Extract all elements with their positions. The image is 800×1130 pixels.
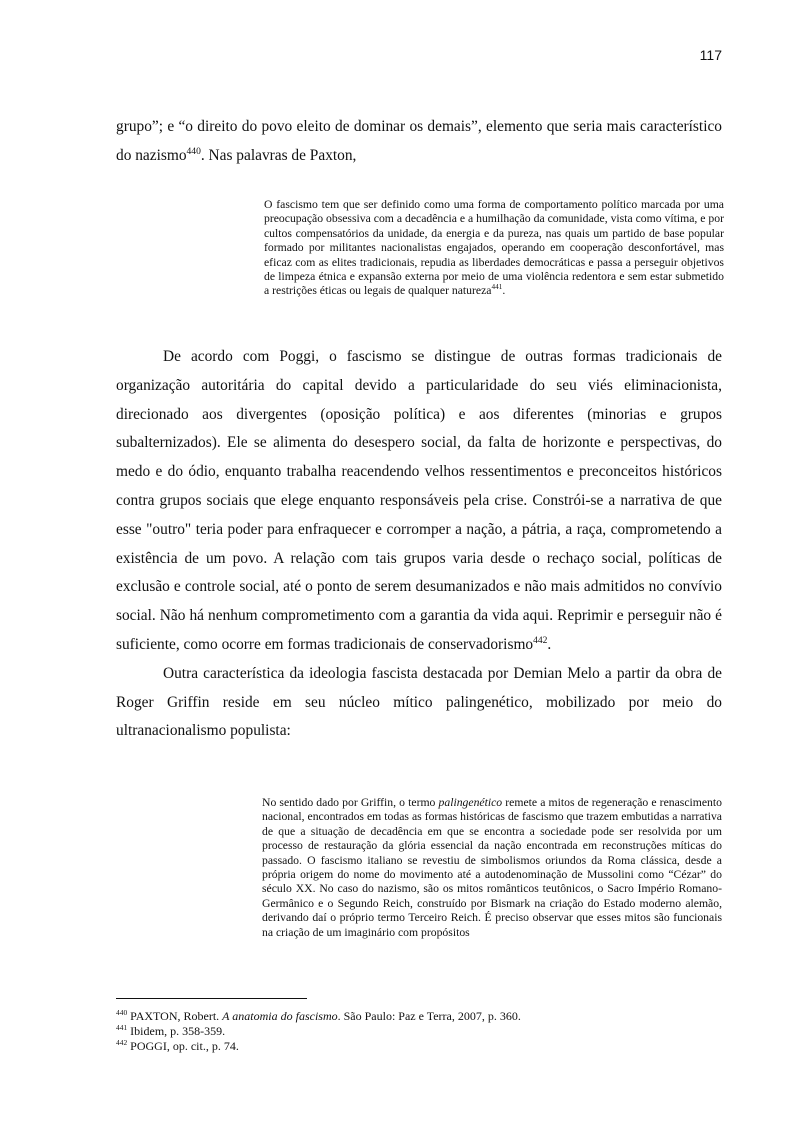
paragraph-1 [116, 113, 722, 171]
footnote-ref-442[interactable]: 442 [533, 634, 548, 646]
paragraph-2-text: De acordo com Poggi, o fascismo se distingue de outras formas tradicionais de organização autoritária do capital devido a particularidade do seu viés eliminacionista, direcionado aos divergentes (oposição política) e aos diferentes (minorias e grupos subalternizados). Ele se alimenta do desespero social, da falta de horizonte e perspectivas, do medo e do ódio, enquanto trabalha reacendendo velhos ressentimentos e preconceitos históricos contra grupos sociais que elege enquanto responsáveis pela crise. Constrói-se a narrativa de que esse "outro" teria poder para enfraquecer e corromper a nação, a pátria, a raça, comprometendo a existência de um povo. A relação com tais grupos varia desde o rechaço social, políticas de exclusão e controle social, até o ponto de serem desumanizados e não mais admitidos no convívio social. Não há nenhum comprometimento com a garantia da vida aqui. Reprimir e perseguir não é suficiente, como ocorre em formas tradicionais de conservadorismo [116, 348, 722, 653]
quote-2-text-a: No sentido dado por Griffin, o termo [262, 796, 439, 809]
footnote-ref-440[interactable]: 440 [186, 145, 201, 157]
footnote-442 [116, 1039, 722, 1054]
block-quote-paxton [264, 198, 724, 299]
quote-2-text-b: remete a mitos de regeneração e renascimento nacional, encontrados em todas as formas históricas de fascismo que trazem embutidas a narrativa de que a situação de decadência em que se encontra a sociedade pode ser resolvida por um processo de restauração da glória essencial da nação encontrada em reconstruções míticas do passado. O fascismo italiano se revestiu de simbolismos oriundos da Roma clássica, desde a própria origem do nome do movimento até a autodenominação de Mussolini como “Cézar” do século XX. No caso do nazismo, são os mitos românticos teutônicos, o Sacro Império Romano-Germânico e o Segundo Reich, construído por Bismark na criação do Estado moderno alemão, derivando daí o próprio termo Terceiro Reich. É preciso observar que esses mitos são funcionais na criação de um imaginário com propósitos [262, 796, 722, 939]
quote-2-term: palingenético [438, 796, 503, 809]
footnote-number: 442 [116, 1037, 128, 1047]
footnote-ref-441[interactable]: 441 [491, 283, 503, 292]
quote-1-end: . [502, 284, 506, 298]
page-number: 117 [699, 47, 722, 63]
quote-1-text: O fascismo tem que ser definido como uma forma de comportamento político marcada por uma preocupação obsessiva com a decadência e a humilhação da comunidade, vista como vítima, e por cultos compensatórios da unidade, da energia e da pureza, nas quais um partido de base popular formado por militantes nacionalistas engajados, operando em cooperação desconfortável, mas eficaz com as elites tradicionais, repudia as liberdades democráticas e passa a perseguir objetivos de limpeza étnica e expansão externa por meio de uma violência redentora e sem estar submetido a restrições éticas ou legais de qualquer natureza [264, 198, 724, 298]
main-text-block [116, 343, 722, 746]
footnote-441 [116, 1024, 722, 1039]
footnote-440 [116, 1009, 722, 1024]
block-quote-griffin [262, 796, 722, 940]
footnotes [116, 1009, 722, 1053]
paragraph-2-end: . [547, 635, 552, 653]
paragraph-1-end: . Nas palavras de Paxton, [200, 146, 357, 164]
footnote-text: POGGI, op. cit., p. 74. [127, 1038, 239, 1053]
paragraph-2 [116, 343, 722, 660]
paragraph-1-text: grupo”; e “o direito do povo eleito de dominar os demais”, elemento que seria mais característico do nazismo [116, 118, 722, 164]
footnote-number: 440 [116, 1008, 128, 1017]
paragraph-3: Outra característica da ideologia fascista destacada por Demian Melo a partir da obra de Roger Griffin reside em seu núcleo mítico palingenético, mobilizado por meio do ultranacionalismo populista: [116, 664, 722, 740]
footnote-text: PAXTON, Robert. [127, 1009, 223, 1023]
footnote-title: A anatomia do fascismo [222, 1009, 338, 1023]
footnote-separator [116, 998, 307, 999]
footnote-text: Ibidem, p. 358-359. [127, 1023, 226, 1038]
footnote-text-end: . São Paulo: Paz e Terra, 2007, p. 360. [337, 1009, 521, 1023]
footnote-number: 441 [116, 1022, 128, 1032]
